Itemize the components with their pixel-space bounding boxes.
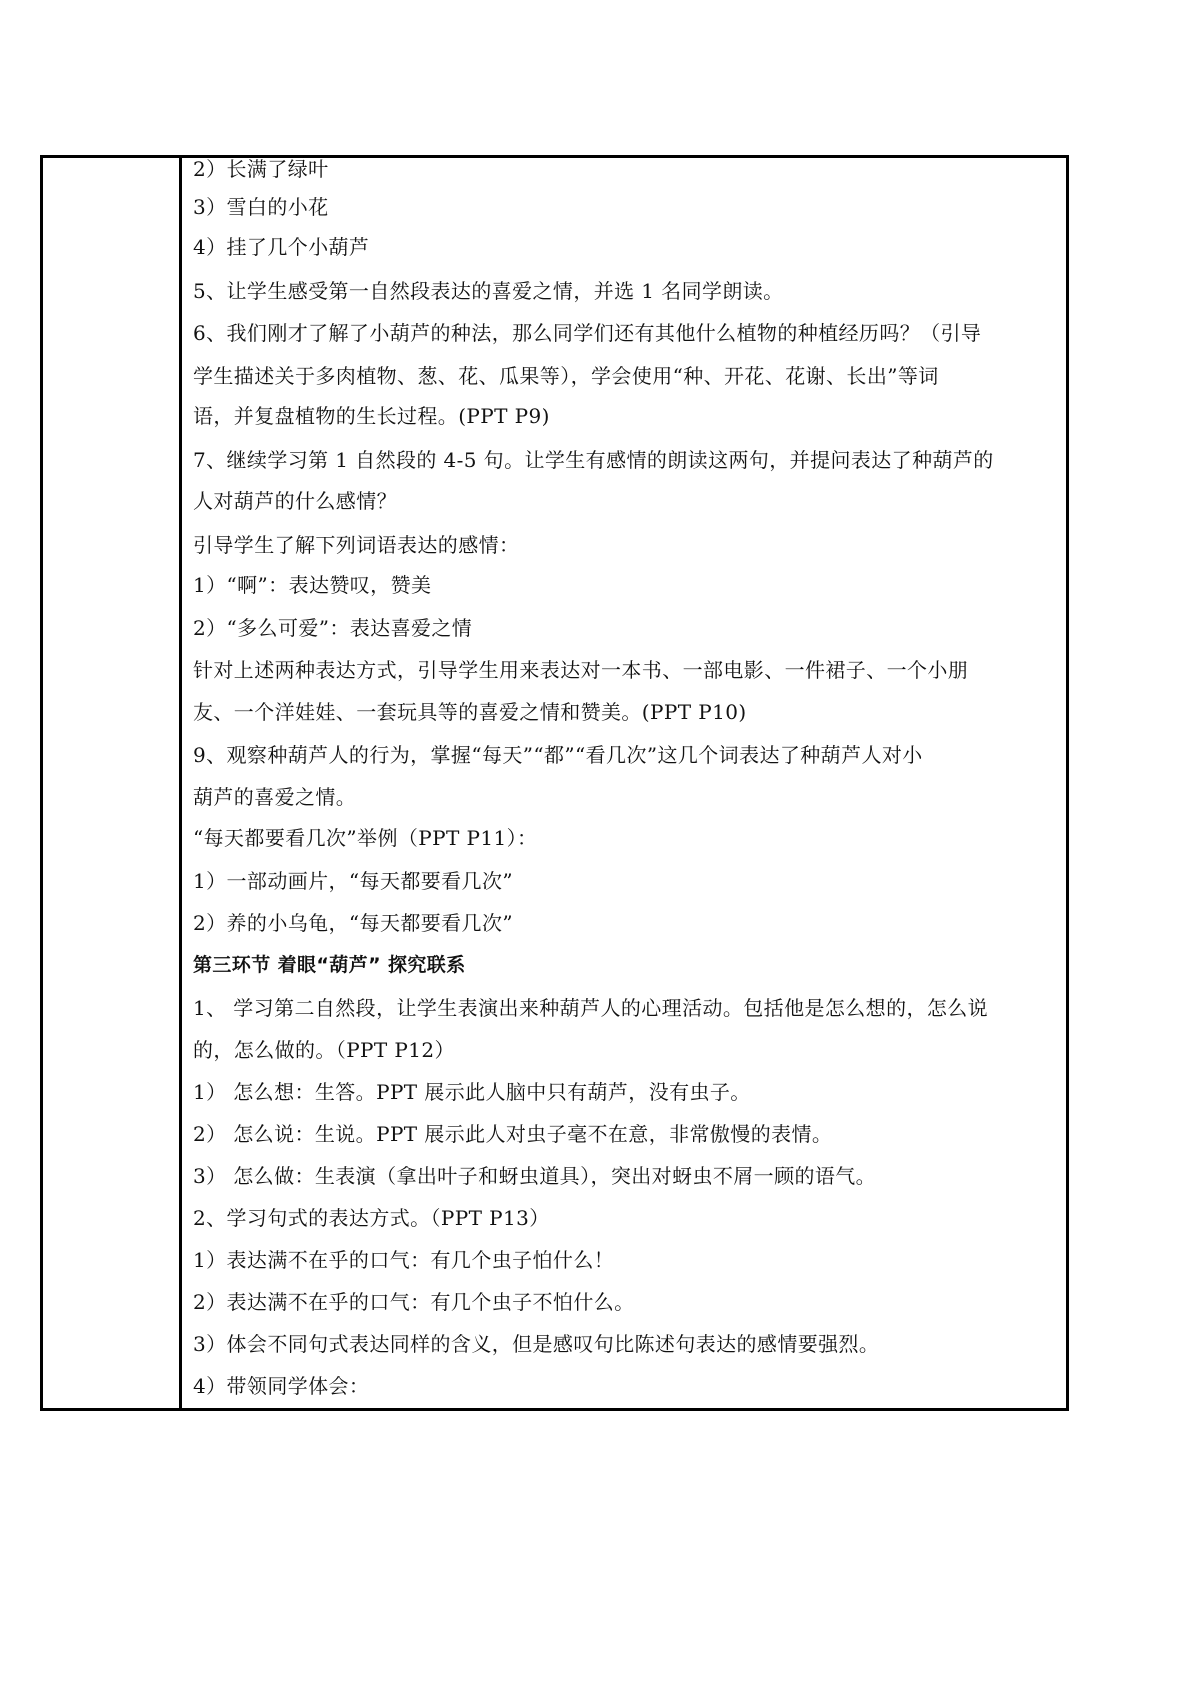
text-line: 1）“啊”：表达赞叹，赞美 <box>193 573 432 597</box>
text-line: “每天都要看几次”举例（PPT P11）： <box>193 826 538 850</box>
text-line: 2） 怎么说：生说。PPT 展示此人对虫子毫不在意，非常傲慢的表情。 <box>193 1122 833 1146</box>
text-line: 针对上述两种表达方式，引导学生用来表达对一本书、一部电影、一件裙子、一个小朋 <box>193 658 969 682</box>
table-left-column <box>43 158 182 1408</box>
text-line: 引导学生了解下列词语表达的感情： <box>193 533 520 557</box>
lesson-plan-table <box>40 155 1069 1411</box>
section-heading: 第三环节 着眼“葫芦” 探究联系 <box>193 954 466 976</box>
text-line: 葫芦的喜爱之情。 <box>193 785 357 809</box>
text-line: 语，并复盘植物的生长过程。(PPT P9) <box>193 404 550 428</box>
text-line: 的，怎么做的。（PPT P12） <box>193 1038 455 1062</box>
text-line: 3）体会不同句式表达同样的含义，但是感叹句比陈述句表达的感情要强烈。 <box>193 1332 880 1356</box>
text-line: 人对葫芦的什么感情？ <box>193 489 397 513</box>
text-line: 5、让学生感受第一自然段表达的喜爱之情，并选 1 名同学朗读。 <box>193 279 784 303</box>
text-line: 1）一部动画片，“每天都要看几次” <box>193 869 513 893</box>
text-line: 1）表达满不在乎的口气：有几个虫子怕什么！ <box>193 1248 615 1272</box>
text-line: 友、一个洋娃娃、一套玩具等的喜爱之情和赞美。(PPT P10) <box>193 700 747 724</box>
text-line: 2）长满了绿叶 <box>193 157 329 181</box>
text-line: 4）带领同学体会： <box>193 1374 370 1398</box>
text-line: 2）“多么可爱”：表达喜爱之情 <box>193 616 473 640</box>
text-line: 学生描述关于多肉植物、葱、花、瓜果等），学会使用“种、开花、花谢、长出”等词 <box>193 364 939 388</box>
text-line: 2）表达满不在乎的口气：有几个虫子不怕什么。 <box>193 1290 635 1314</box>
text-line: 1） 怎么想：生答。PPT 展示此人脑中只有葫芦，没有虫子。 <box>193 1080 751 1104</box>
text-line: 1、 学习第二自然段，让学生表演出来种葫芦人的心理活动。包括他是怎么想的，怎么说 <box>193 996 989 1020</box>
text-line: 6、我们刚才了解了小葫芦的种法，那么同学们还有其他什么植物的种植经历吗？（引导 <box>193 321 982 345</box>
text-line: 3） 怎么做：生表演（拿出叶子和蚜虫道具），突出对蚜虫不屑一顾的语气。 <box>193 1164 877 1188</box>
text-line: 9、观察种葫芦人的行为，掌握“每天”“都”“看几次”这几个词表达了种葫芦人对小 <box>193 743 923 767</box>
text-line: 3）雪白的小花 <box>193 195 329 219</box>
text-line: 4）挂了几个小葫芦 <box>193 235 370 259</box>
text-line: 7、继续学习第 1 自然段的 4-5 句。让学生有感情的朗读这两句，并提问表达了种葫芦的 <box>193 448 994 472</box>
text-line: 2）养的小乌龟，“每天都要看几次” <box>193 911 513 935</box>
text-line: 2、学习句式的表达方式。（PPT P13） <box>193 1206 550 1230</box>
